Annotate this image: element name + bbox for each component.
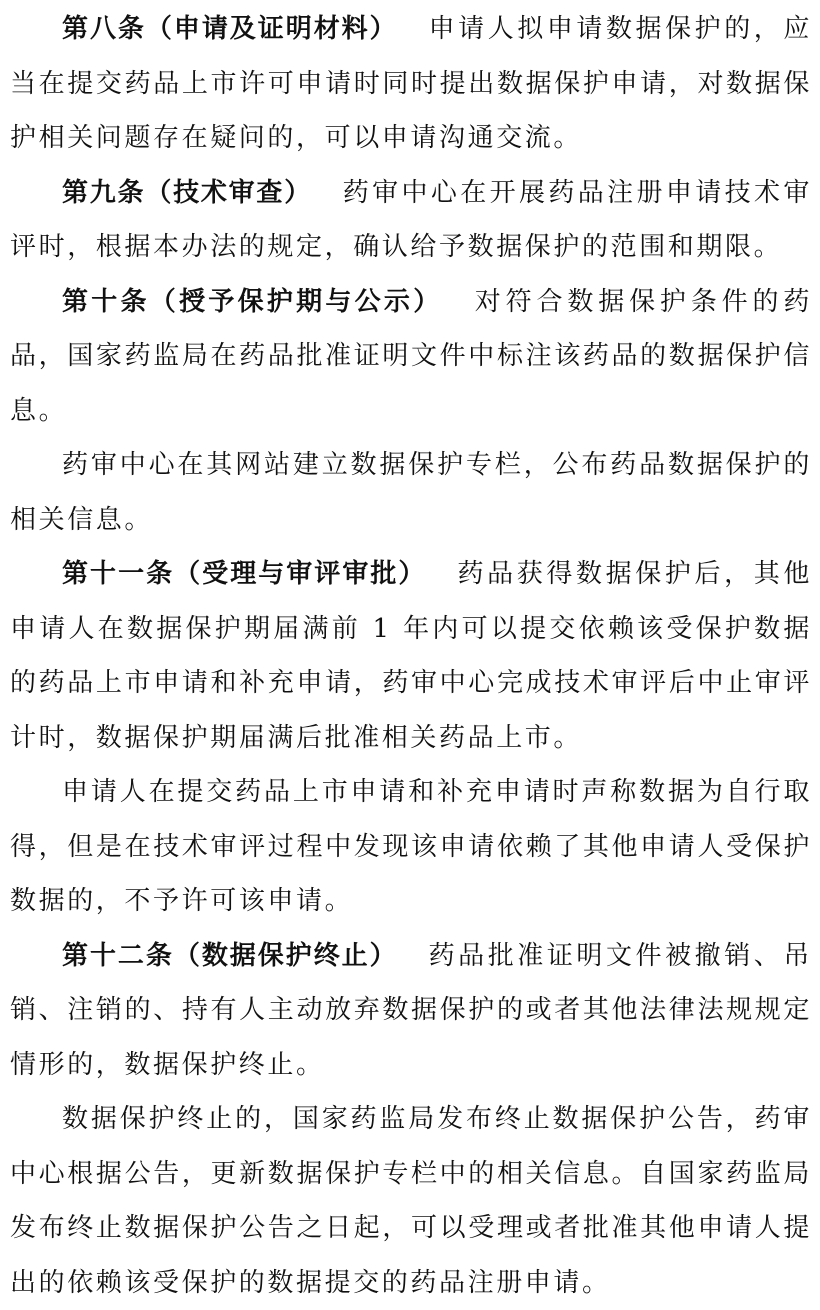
article-10-paragraph-2 xyxy=(10,438,812,547)
article-10-text-1: 对符合数据保护条件的药品，国家药监局在药品批准证明文件中标注该药品的数据保护信息。 xyxy=(10,286,812,426)
article-8-heading: 第八条（申请及证明材料） xyxy=(62,14,398,44)
article-11-paragraph-2 xyxy=(10,765,812,929)
article-9-heading: 第九条（技术审查） xyxy=(62,177,312,208)
article-9-paragraph-1 xyxy=(10,166,812,275)
article-12-paragraph-1 xyxy=(10,929,812,1093)
article-11-text-1: 药品获得数据保护后，其他申请人在数据保护期届满前 1 年内可以提交依赖该受保护数据的药品上市申请和补充申请，药审中心完成技术审评后中止审评计时，数据保护期届满后批准相关药品上市。 xyxy=(10,559,812,753)
article-10-heading: 第十条（授予保护期与公示） xyxy=(62,286,443,317)
article-10-text-2: 药审中心在其网站建立数据保护专栏，公布药品数据保护的相关信息。 xyxy=(10,450,812,535)
article-11-text-2: 申请人在提交药品上市申请和补充申请时声称数据为自行取得，但是在技术审评过程中发现该申请依赖了其他申请人受保护数据的，不予许可该申请。 xyxy=(10,777,812,916)
article-12-text-1: 药品批准证明文件被撤销、吊销、注销的、持有人主动放弃数据保护的或者其他法律法规规定情形的，数据保护终止。 xyxy=(10,940,812,1080)
article-8-text-1: 申请人拟申请数据保护的，应当在提交药品上市许可申请时同时提出数据保护申请，对数据保护相关问题存在疑问的，可以申请沟通交流。 xyxy=(10,14,812,153)
article-12-heading: 第十二条（数据保护终止） xyxy=(62,940,398,971)
document-page xyxy=(10,2,812,1310)
article-9-text-1: 药审中心在开展药品注册申请技术审评时，根据本办法的规定，确认给予数据保护的范围和期限。 xyxy=(10,177,812,262)
article-11-paragraph-1 xyxy=(10,547,812,765)
article-11-heading: 第十一条（受理与审评审批） xyxy=(62,559,427,589)
article-12-paragraph-2 xyxy=(10,1092,812,1310)
article-10-paragraph-1 xyxy=(10,275,812,439)
article-12-text-2: 数据保护终止的，国家药监局发布终止数据保护公告，药审中心根据公告，更新数据保护专栏中的相关信息。自国家药监局发布终止数据保护公告之日起，可以受理或者批准其他申请人提出的依赖该受保护的数据提交的药品注册申请。 xyxy=(10,1104,812,1298)
article-8-paragraph-1 xyxy=(10,2,812,166)
